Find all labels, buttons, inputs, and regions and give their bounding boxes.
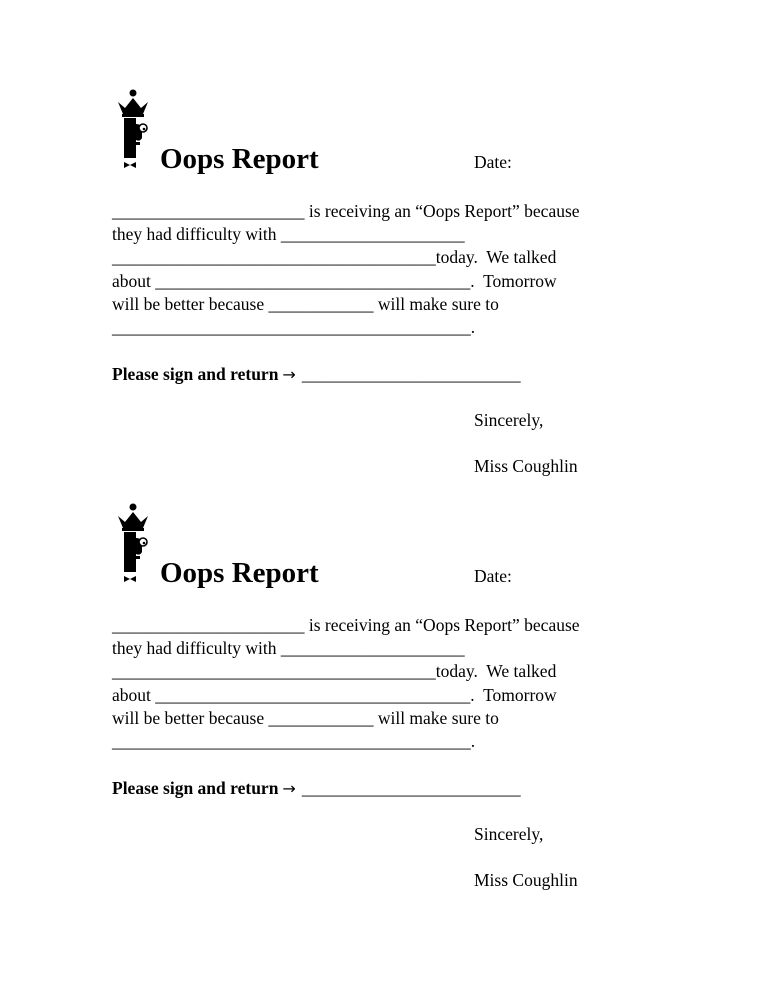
arrow-right-icon: → [282, 779, 296, 798]
signature-name: Miss Coughlin [474, 456, 578, 476]
sign-label: Please sign and return [112, 364, 279, 384]
report-title: Oops Report [160, 557, 319, 589]
body-line: they had difficulty with _____________________ [112, 638, 465, 659]
signature-blank: _________________________ [301, 364, 521, 384]
report-body [112, 614, 672, 753]
signature-name: Miss Coughlin [474, 870, 578, 890]
body-line: _________________________________________. [112, 730, 476, 751]
body-line: _____________________________________today. We talked [112, 661, 557, 682]
crowned-figure-icon [112, 88, 156, 172]
arrow-right-icon: → [282, 365, 296, 384]
sign-and-return-line [112, 363, 521, 386]
signature-blank: _________________________ [301, 778, 521, 798]
body-line: about ____________________________________. Tomorrow [112, 270, 557, 291]
report-title: Oops Report [160, 143, 319, 175]
report-body [112, 200, 672, 339]
date-label: Date: [474, 566, 512, 586]
closing-text: Sincerely, [474, 824, 544, 844]
body-line: will be better because ____________ will make sure to [112, 707, 499, 728]
crowned-figure-icon [112, 502, 156, 586]
body-line: _________________________________________. [112, 316, 476, 337]
sign-and-return-line [112, 777, 521, 800]
body-line: they had difficulty with _____________________ [112, 224, 465, 245]
body-line: ______________________ is receiving an “Oops Report” because [112, 201, 580, 221]
body-line: _____________________________________today. We talked [112, 247, 557, 268]
oops-report-form [0, 0, 768, 476]
oops-report-form [0, 414, 768, 890]
sign-label: Please sign and return [112, 778, 279, 798]
date-label: Date: [474, 152, 512, 172]
body-line: will be better because ____________ will make sure to [112, 293, 499, 314]
body-line: about ____________________________________. Tomorrow [112, 684, 557, 705]
body-line: ______________________ is receiving an “Oops Report” because [112, 615, 580, 635]
closing-text: Sincerely, [474, 410, 544, 430]
